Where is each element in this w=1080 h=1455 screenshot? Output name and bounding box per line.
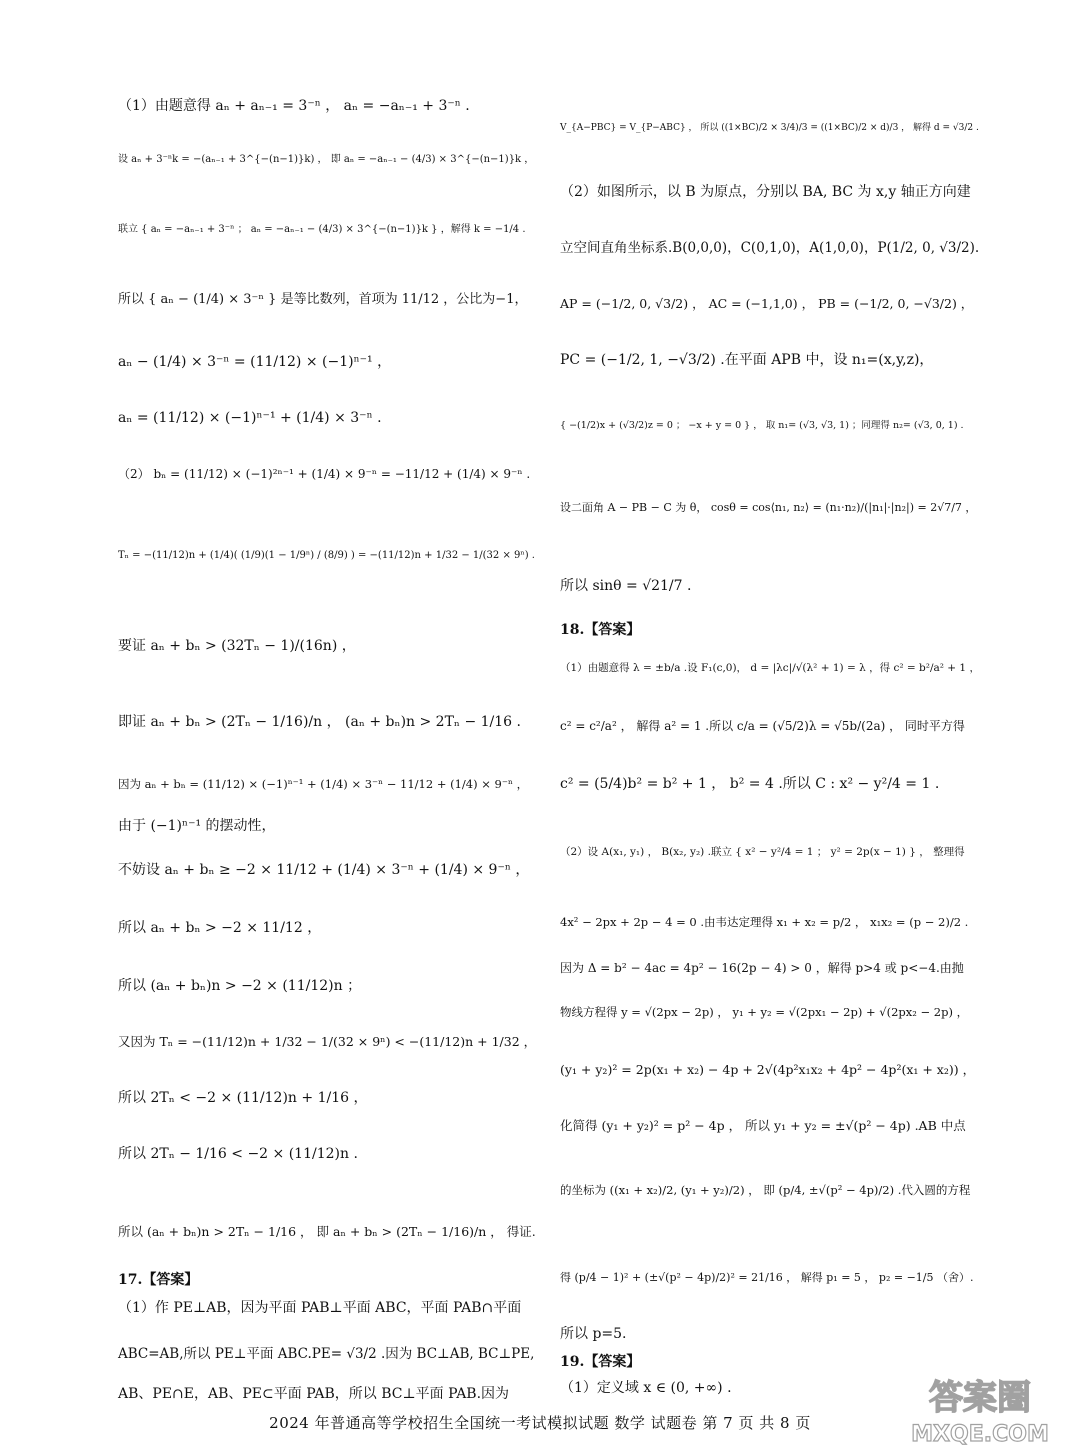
right-text-line: 设二面角 A − PB − C 为 θ， cosθ = cos⟨n₁, n₂⟩ = (n₁·n₂)/(|n₁|·|n₂|) = 2√7/7 ， — [560, 501, 977, 514]
right-text-line: （1）由题意得 λ = ±b/a .设 F₁(c,0)， d = |λc|/√(λ² + 1) = λ ，得 c² = b²/a² + 1 ， — [560, 662, 980, 674]
right-text-line: 的坐标为 ((x₁ + x₂)/2, (y₁ + y₂)/2) ， 即 (p/4, ±√(p² − 4p)/2) .代入圆的方程 — [560, 1183, 971, 1197]
right-text-line: 所以 sinθ = √21/7 . — [560, 578, 692, 594]
left-text-line: 联立 { aₙ = −aₙ₋₁ + 3⁻ⁿ ； aₙ = −aₙ₋₁ − (4/3) × 3^{−(n−1)}k } ，解得 k = −1/4 . — [118, 224, 526, 235]
left-text-line: 所以 (aₙ + bₙ)n > 2Tₙ − 1/16 ， 即 aₙ + bₙ > (2Tₙ − 1/16)/n ， 得证. — [118, 1224, 536, 1239]
left-text-line: 设 aₙ + 3⁻ⁿk = −(aₙ₋₁ + 3^{−(n−1)}k) ， 即 aₙ = −aₙ₋₁ − (4/3) × 3^{−(n−1)}k ， — [118, 154, 535, 165]
right-text-line: （2）设 A(x₁, y₁) ， B(x₂, y₂) .联立 { x² − y²/4 = 1 ； y² = 2p(x − 1) } ， 整理得 — [560, 846, 965, 858]
left-text-line: aₙ = (11/12) × (−1)ⁿ⁻¹ + (1/4) × 3⁻ⁿ . — [118, 410, 382, 426]
right-text-line: 所以 p=5. — [560, 1326, 627, 1342]
watermark-top-text: 答案圈 — [929, 1378, 1031, 1418]
left-text-line: AB、PE∩E，AB、PE⊂平面 PAB，所以 BC⊥平面 PAB.因为 — [118, 1386, 510, 1402]
right-text-line: c² = c²/a² ， 解得 a² = 1 .所以 c/a = (√5/2)λ = √5b/(2a) ， 同时平方得 — [560, 719, 965, 733]
right-text-line: 化简得 (y₁ + y₂)² = p² − 4p ， 所以 y₁ + y₂ = ±√(p² − 4p) .AB 中点 — [560, 1118, 966, 1133]
watermark-bottom-text: MXQE.COM — [911, 1422, 1049, 1447]
right-text-line: 立空间直角坐标系.B(0,0,0)，C(0,1,0)，A(1,0,0)，P(1/2, 0, √3/2). — [560, 240, 980, 256]
left-text-line: 所以 aₙ + bₙ > −2 × 11/12 ， — [118, 920, 322, 936]
right-text-line: { −(1/2)x + (√3/2)z = 0 ； −x + y = 0 } ， 取 n₁= (√3, √3, 1) ；同理得 n₂= (√3, 0, 1) . — [560, 420, 964, 431]
left-text-line: 又因为 Tₙ = −(11/12)n + 1/32 − 1/(32 × 9ⁿ) < −(11/12)n + 1/32 ， — [118, 1034, 537, 1049]
left-text-line: 所以 { aₙ − (1/4) × 3⁻ⁿ } 是等比数列，首项为 11/12 ，公比为−1， — [118, 292, 528, 307]
left-text-line: 所以 2Tₙ − 1/16 < −2 × (11/12)n . — [118, 1146, 358, 1162]
right-text-line: 19.【答案】 — [560, 1354, 641, 1370]
left-text-line: 因为 aₙ + bₙ = (11/12) × (−1)ⁿ⁻¹ + (1/4) × 3⁻ⁿ − 11/12 + (1/4) × 9⁻ⁿ ， — [118, 777, 529, 791]
left-text-line: （1）作 PE⊥AB，因为平面 PAB⊥平面 ABC，平面 PAB∩平面 — [118, 1300, 522, 1316]
left-text-line: 所以 (aₙ + bₙ)n > −2 × (11/12)n ； — [118, 978, 362, 994]
left-text-line: 由于 (−1)ⁿ⁻¹ 的摆动性， — [118, 818, 276, 834]
right-text-line: PC = (−1/2, 1, −√3/2) .在平面 APB 中，设 n₁=(x,y,z)， — [560, 352, 934, 368]
right-text-line: 18.【答案】 — [560, 622, 641, 638]
watermark-logo — [894, 1369, 1066, 1449]
left-text-line: Tₙ = −(11/12)n + (1/4)( (1/9)(1 − 1/9ⁿ) / (8/9) ) = −(11/12)n + 1/32 − 1/(32 × 9ⁿ) . — [118, 550, 535, 561]
left-text-line: 不妨设 aₙ + bₙ ≥ −2 × 11/12 + (1/4) × 3⁻ⁿ + (1/4) × 9⁻ⁿ ， — [118, 862, 530, 878]
left-text-line: ABC=AB,所以 PE⊥平面 ABC.PE= √3/2 .因为 BC⊥AB, BC⊥PE, — [118, 1346, 535, 1362]
page-footer: 2024 年普通高等学校招生全国统一考试模拟试题 数学 试题卷 第 7 页 共 8 页 — [269, 1414, 811, 1432]
left-text-line: 17.【答案】 — [118, 1272, 199, 1288]
right-text-line: V_{A−PBC} = V_{P−ABC} ， 所以 ((1×BC)/2 × 3/4)/3 = ((1×BC)/2 × d)/3 ， 解得 d = √3/2 . — [560, 123, 979, 133]
right-text-line: （1）定义域 x ∈ (0, +∞) . — [560, 1380, 732, 1396]
left-text-line: （1）由题意得 aₙ + aₙ₋₁ = 3⁻ⁿ ， aₙ = −aₙ₋₁ + 3⁻ⁿ . — [118, 98, 470, 114]
right-text-line: AP = (−1/2, 0, √3/2) ， AC = (−1,1,0) ， PB = (−1/2, 0, −√3/2) ， — [560, 296, 974, 311]
left-text-line: aₙ − (1/4) × 3⁻ⁿ = (11/12) × (−1)ⁿ⁻¹ ， — [118, 354, 392, 370]
right-text-line: 物线方程得 y = √(2px − 2p) ， y₁ + y₂ = √(2px₁ − 2p) + √(2px₂ − 2p) ， — [560, 1005, 969, 1019]
left-text-line: 即证 aₙ + bₙ > (2Tₙ − 1/16)/n ， (aₙ + bₙ)n > 2Tₙ − 1/16 . — [118, 714, 521, 730]
right-text-line: 4x² − 2px + 2p − 4 = 0 .由韦达定理得 x₁ + x₂ = p/2 ， x₁x₂ = (p − 2)/2 . — [560, 915, 969, 929]
left-text-line: 所以 2Tₙ < −2 × (11/12)n + 1/16 ， — [118, 1090, 368, 1106]
left-text-line: （2） bₙ = (11/12) × (−1)²ⁿ⁻¹ + (1/4) × 9⁻ⁿ = −11/12 + (1/4) × 9⁻ⁿ . — [118, 467, 531, 481]
right-text-line: (y₁ + y₂)² = 2p(x₁ + x₂) − 4p + 2√(4p²x₁x₂ + 4p² − 4p²(x₁ + x₂)) ， — [560, 1062, 976, 1077]
right-text-line: c² = (5/4)b² = b² + 1 ， b² = 4 .所以 C : x² − y²/4 = 1 . — [560, 776, 940, 792]
right-text-line: 得 (p/4 − 1)² + (±√(p² − 4p)/2)² = 21/16 ， 解得 p₁ = 5 ， p₂ = −1/5 （舍）. — [560, 1271, 974, 1284]
left-text-line: 要证 aₙ + bₙ > (32Tₙ − 1)/(16n) ， — [118, 638, 356, 654]
right-text-line: （2）如图所示，以 B 为原点，分别以 BA, BC 为 x,y 轴正方向建 — [560, 184, 971, 200]
right-text-line: 因为 Δ = b² − 4ac = 4p² − 16(2p − 4) > 0 ，解得 p>4 或 p<−4.由抛 — [560, 961, 964, 975]
